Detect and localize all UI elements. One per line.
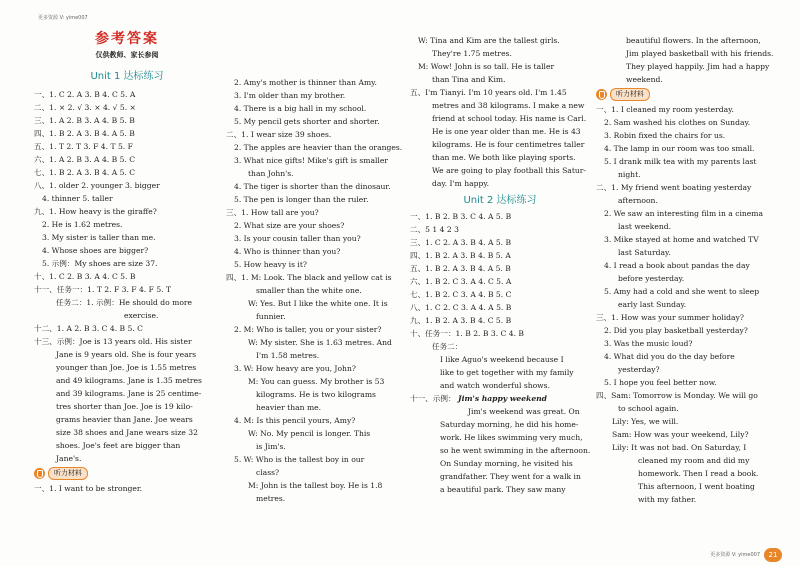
answer-line: is Jim's. xyxy=(256,442,286,451)
answer-line: 六、1. B 2. C 3. A 4. C 5. A xyxy=(410,277,512,286)
answer-line: 5. The pen is longer than the ruler. xyxy=(234,195,369,204)
answer-line: 五、1. T 2. T 3. F 4. T 5. F xyxy=(34,142,133,151)
answer-line: 4. The lamp in our room was too small. xyxy=(604,144,755,153)
answer-line: 2. M: Who is taller, you or your sister? xyxy=(234,325,382,334)
answer-line: M: You can guess. My brother is 53 xyxy=(248,377,385,386)
answer-line: 3. What nice gifts! Mike's gift is smaller xyxy=(234,156,388,165)
page-title: 参考答案 xyxy=(95,31,159,47)
answer-line: beautiful flowers. In the afternoon, xyxy=(626,36,761,45)
answer-line: than me. We both like playing sports. xyxy=(432,153,576,162)
answer-line: 三、1. A 2. B 3. A 4. B 5. B xyxy=(34,116,135,125)
answer-line: W: No. My pencil is longer. This xyxy=(248,429,371,438)
answer-line: 三、1. C 2. A 3. B 4. A 5. B xyxy=(410,238,512,247)
answer-line: 3. Is your cousin taller than you? xyxy=(234,234,361,243)
answer-line: 四、Sam: Tomorrow is Monday. We will go xyxy=(596,391,758,400)
answer-line: 三、1. How was your summer holiday? xyxy=(596,313,744,322)
page-subtitle: 仅供教师、家长参阅 xyxy=(95,51,159,59)
answer-line: 四、1. M: Look. The black and yellow cat is xyxy=(226,273,392,282)
answer-line: exercise. xyxy=(124,311,159,320)
answer-line xyxy=(410,392,590,405)
answer-line: 十、任务一：1. B 2. B 3. C 4. B xyxy=(410,329,524,338)
answer-line: 任务二：1. 示例：He should do more xyxy=(56,298,193,307)
column-4 xyxy=(596,34,774,506)
headphones-icon xyxy=(34,468,45,479)
answer-line: Sam: How was your weekend, Lily? xyxy=(612,430,749,439)
page-number: 21 xyxy=(764,548,782,562)
answer-line: He is one year older than me. He is 43 xyxy=(432,127,581,136)
answer-line: 二、1. × 2. √ 3. × 4. √ 5. × xyxy=(34,103,136,112)
answer-line: 七、1. B 2. A 3. B 4. A 5. C xyxy=(34,168,136,177)
answer-line: 4. What did you do the day before xyxy=(604,352,735,361)
answer-line: to school again. xyxy=(618,404,679,413)
answer-line: kilograms. He is two kilograms xyxy=(256,390,376,399)
answer-line: 三、1. How tall are you? xyxy=(226,208,319,217)
answer-line: last Saturday. xyxy=(618,248,671,257)
answer-line: 5. I hope you feel better now. xyxy=(604,378,717,387)
answer-line: 一、1. B 2. B 3. C 4. A 5. B xyxy=(410,212,512,221)
answer-line: 2. Amy's mother is thinner than Amy. xyxy=(234,78,377,87)
answer-line: 2. Sam washed his clothes on Sunday. xyxy=(604,118,751,127)
answer-line: 4. The tiger is shorter than the dinosaur. xyxy=(234,182,391,191)
headphones-icon xyxy=(596,89,607,100)
answer-line: funnier. xyxy=(256,312,286,321)
answer-line: 2. What size are your shoes? xyxy=(234,221,345,230)
answer-line: a beautiful park. They saw many xyxy=(440,485,566,494)
answer-line: 5. 示例：My shoes are size 37. xyxy=(42,259,158,268)
unit-2-heading: Unit 2 达标练习 xyxy=(463,195,537,206)
answer-line: 二、5 1 4 2 3 xyxy=(410,225,459,234)
answer-line: 3. Was the music loud? xyxy=(604,339,693,348)
answer-line: 3. Robin fixed the chairs for us. xyxy=(604,131,726,140)
column-1 xyxy=(34,20,220,495)
answer-line: 3. W: How heavy are you, John? xyxy=(234,364,356,373)
answer-line: 4. Who is thinner than you? xyxy=(234,247,341,256)
answer-line: 二、1. I wear size 39 shoes. xyxy=(226,130,332,139)
answer-line: They're 1.75 metres. xyxy=(432,49,512,58)
answer-line: and 39 kilograms. Jane is 25 centime- xyxy=(56,389,202,398)
answer-line: 六、1. A 2. B 3. A 4. B 5. C xyxy=(34,155,136,164)
answer-line: homework. Then I read a book. xyxy=(638,469,759,478)
answer-line: 八、1. older 2. younger 3. bigger xyxy=(34,181,160,190)
column-3 xyxy=(410,34,590,496)
answer-line: I like Aguo's weekend because I xyxy=(440,355,564,364)
answer-line: afternoon. xyxy=(618,196,658,205)
answer-line: like to get together with my family xyxy=(440,368,574,377)
answer-line: 任务二： xyxy=(432,342,463,351)
footer-note: 更多资源 V: yime007 xyxy=(710,552,760,558)
answer-line: We are going to play football this Satur- xyxy=(432,166,586,175)
answer-line: 3. My sister is taller than me. xyxy=(42,233,156,242)
answer-line: Lily: Yes, we will. xyxy=(612,417,679,426)
answer-line: M: Wow! John is so tall. He is taller xyxy=(418,62,555,71)
answer-line: than John's. xyxy=(248,169,294,178)
answer-line: yesterday? xyxy=(618,365,660,374)
header-note: 更多资源 V: yime007 xyxy=(38,15,88,21)
answer-line: 一、1. I want to be stronger. xyxy=(34,484,143,493)
answer-line: 十三、示例：Joe is 13 years old. His sister xyxy=(34,337,192,346)
answer-line: 5. Amy had a cold and she went to sleep xyxy=(604,287,760,296)
answer-line: and 49 kilograms. Jane is 1.35 metres xyxy=(56,376,202,385)
answer-line: 5. W: Who is the tallest boy in our xyxy=(234,455,365,464)
answer-line: metres and 38 kilograms. I make a new xyxy=(432,101,585,110)
answer-line: This afternoon, I went boating xyxy=(638,482,755,491)
answer-line: 五、1. B 2. A 3. B 4. A 5. B xyxy=(410,264,511,273)
answer-line: 一、1. I cleaned my room yesterday. xyxy=(596,105,734,114)
answer-line: They played happily. Jim had a happy xyxy=(626,62,770,71)
answer-line: heavier than me. xyxy=(256,403,322,412)
answer-line: I'm 1.58 metres. xyxy=(256,351,320,360)
answer-line: 2. Did you play basketball yesterday? xyxy=(604,326,748,335)
answer-line: 四、1. B 2. A 3. B 4. B 5. A xyxy=(410,251,511,260)
answer-line: 十、1. C 2. B 3. A 4. C 5. B xyxy=(34,272,136,281)
answer-line: W: My sister. She is 1.63 metres. And xyxy=(248,338,392,347)
column-2 xyxy=(226,76,414,505)
listening-material-label: 听力材料 xyxy=(48,467,88,480)
answer-line: Jane is 9 years old. She is four years xyxy=(56,350,197,359)
answer-line: Saturday morning, he did his home- xyxy=(440,420,579,429)
answer-line: work. He likes swimming very much, xyxy=(440,433,583,442)
listening-material-tag xyxy=(34,467,220,480)
answer-line: M: John is the tallest boy. He is 1.8 xyxy=(248,481,383,490)
answer-line: smaller than the white one. xyxy=(256,286,362,295)
answer-line: friend at school today. His name is Carl. xyxy=(432,114,587,123)
unit-1-heading: Unit 1 达标练习 xyxy=(90,71,164,82)
answer-line: metres. xyxy=(256,494,286,503)
answer-line: 5. I drank milk tea with my parents last xyxy=(604,157,757,166)
answer-line: 4. There is a big hall in my school. xyxy=(234,104,367,113)
answer-line: 2. He is 1.62 metres. xyxy=(42,220,123,229)
answer-line: 5. How heavy is it? xyxy=(234,260,307,269)
answer-line: 八、1. C 2. C 3. A 4. A 5. B xyxy=(410,303,512,312)
answer-line: 3. Mike stayed at home and watched TV xyxy=(604,235,759,244)
answer-line: Lily: It was not bad. On Saturday, I xyxy=(612,443,747,452)
answer-line: last weekend. xyxy=(618,222,672,231)
answer-line: 九、1. B 2. A 3. B 4. C 5. B xyxy=(410,316,512,325)
answer-line: weekend. xyxy=(626,75,663,84)
answer-line: On Sunday morning, he visited his xyxy=(440,459,573,468)
listening-material-label: 听力材料 xyxy=(610,88,650,101)
answer-line: day. I'm happy. xyxy=(432,179,490,188)
answer-line: before yesterday. xyxy=(618,274,685,283)
answer-line: 十一、任务一：1. T 2. F 3. F 4. F 5. T xyxy=(34,285,172,294)
answer-line: 九、1. How heavy is the giraffe? xyxy=(34,207,157,216)
answer-line: 4. M: Is this pencil yours, Amy? xyxy=(234,416,356,425)
answer-line: 四、1. B 2. A 3. B 4. A 5. B xyxy=(34,129,135,138)
answer-line: 十二、1. A 2. B 3. C 4. B 5. C xyxy=(34,324,143,333)
answer-line: tres shorter than Joe. Joe is 19 kilo- xyxy=(56,402,193,411)
answer-line: 二、1. My friend went boating yesterday xyxy=(596,183,752,192)
answer-line: 七、1. B 2. C 3. A 4. B 5. C xyxy=(410,290,512,299)
answer-line: grandfather. They went for a walk in xyxy=(440,472,581,481)
answer-line: grams heavier than Jane. Joe wears xyxy=(56,415,193,424)
answer-line: 5. My pencil gets shorter and shorter. xyxy=(234,117,380,126)
answer-line: Jim's weekend was great. On xyxy=(468,407,580,416)
essay-title: Jim's happy weekend xyxy=(457,394,547,403)
answer-line: night. xyxy=(618,170,641,179)
answer-line: cleaned my room and did my xyxy=(638,456,750,465)
answer-prefix: 十一、示例： xyxy=(410,394,456,403)
answer-line: so he went swimming in the afternoon. xyxy=(440,446,590,455)
answer-line: class? xyxy=(256,468,280,477)
answer-line: size 38 shoes and Jane wears size 32 xyxy=(56,428,198,437)
answer-line: Jim played basketball with his friends. xyxy=(626,49,774,58)
answer-line: W: Tina and Kim are the tallest girls. xyxy=(418,36,560,45)
answer-line: shoes. Joe's feet are bigger than xyxy=(56,441,181,450)
answer-line: than Tina and Kim. xyxy=(432,75,506,84)
answer-line: 五、I'm Tianyi. I'm 10 years old. I'm 1.45 xyxy=(410,88,567,97)
answer-line: 4. I read a book about pandas the day xyxy=(604,261,750,270)
answer-line: kilograms. He is four centimetres taller xyxy=(432,140,585,149)
answer-line: 2. The apples are heavier than the oranges. xyxy=(234,143,403,152)
answer-line: 一、1. C 2. A 3. B 4. C 5. A xyxy=(34,90,136,99)
listening-material-tag xyxy=(596,88,774,101)
answer-line: early last Sunday. xyxy=(618,300,687,309)
answer-line: younger than Joe. Joe is 1.55 metres xyxy=(56,363,197,372)
answer-line: and watch wonderful shows. xyxy=(440,381,550,390)
answer-line: 4. thinner 5. taller xyxy=(42,194,113,203)
answer-line: 3. I'm older than my brother. xyxy=(234,91,346,100)
answer-line: with my father. xyxy=(638,495,697,504)
answer-line: Jane's. xyxy=(56,454,82,463)
answer-line: W: Yes. But I like the white one. It is xyxy=(248,299,388,308)
answer-line: 2. We saw an interesting film in a cinema xyxy=(604,209,764,218)
answer-line: 4. Whose shoes are bigger? xyxy=(42,246,149,255)
